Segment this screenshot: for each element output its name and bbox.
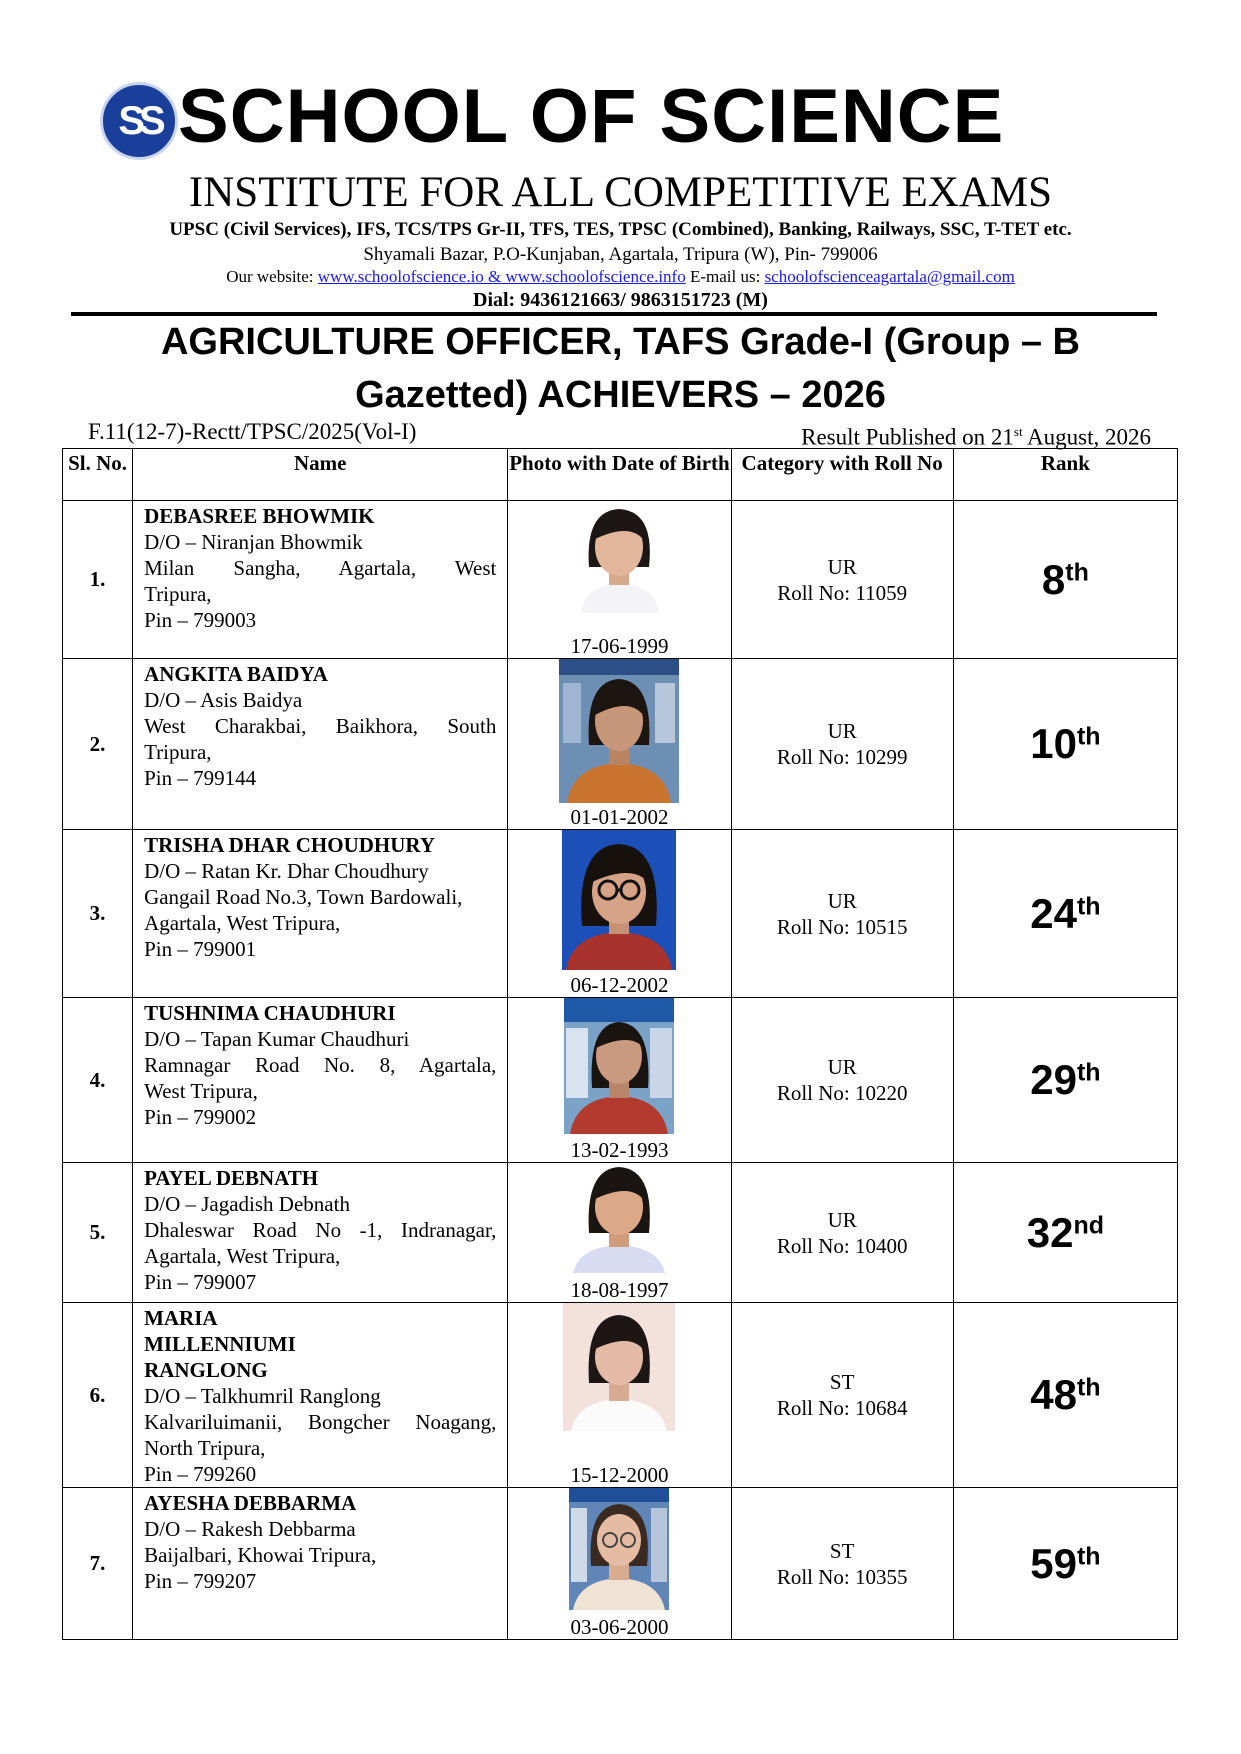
roll-number: Roll No: 10515: [776, 914, 908, 939]
date-of-birth: 06-12-2002: [570, 973, 669, 997]
category-cell: [731, 1488, 953, 1640]
candidate-photo: [563, 1303, 675, 1431]
website-link[interactable]: www.schoolofscience.io & www.schoolofscience.info: [317, 267, 686, 286]
candidate-name: MARIA MILLENNIUMI RANGLONG: [144, 1306, 296, 1382]
photo-cell: [508, 1303, 731, 1488]
address-line: Milan Sangha, Agartala, West: [144, 556, 497, 580]
rank-cell: [953, 998, 1177, 1163]
rank-value: 8: [1041, 555, 1066, 603]
exams-list: UPSC (Civil Services), IFS, TCS/TPS Gr-II, TFS, TES, TPSC (Combined), Banking, Railways, SSC, T-TET etc.: [169, 219, 1072, 240]
category-cell: [731, 501, 953, 659]
candidate-details: [133, 830, 508, 998]
date-of-birth: 01-01-2002: [570, 805, 669, 829]
roll-number: Roll No: 10400: [776, 1233, 908, 1258]
serial-number: 6.: [63, 1303, 133, 1488]
logo-text: SS: [118, 99, 160, 143]
rank-suffix: th: [1076, 1373, 1101, 1402]
candidate-details: [133, 998, 508, 1163]
school-logo: [100, 82, 178, 160]
category: UR: [827, 1055, 857, 1079]
photo-cell: [508, 998, 731, 1163]
institute-address: Shyamali Bazar, P.O-Kunjaban, Agartala, Tripura (W), Pin- 799006: [363, 244, 878, 265]
address-line: Dhaleswar Road No -1, Indranagar,: [144, 1218, 497, 1242]
parent-name: D/O – Talkhumril Ranglong: [144, 1384, 381, 1408]
parent-name: D/O – Rakesh Debbarma: [144, 1517, 356, 1541]
school-name: SCHOOL OF SCIENCE: [178, 74, 1005, 159]
rank-cell: [953, 659, 1177, 830]
date-of-birth: 18-08-1997: [570, 1278, 669, 1302]
pin-code: Pin – 799144: [144, 766, 257, 790]
table-row: [63, 1303, 1178, 1488]
parent-name: D/O – Tapan Kumar Chaudhuri: [144, 1027, 410, 1051]
rank-cell: [953, 1163, 1177, 1303]
candidate-photo: [563, 501, 675, 613]
rank-suffix: th: [1076, 1541, 1101, 1570]
serial-number: 4.: [63, 998, 133, 1163]
rank-value: 48: [1030, 1371, 1077, 1418]
header-photo: Photo with Date of Birth: [508, 449, 731, 501]
rank-suffix: th: [1065, 557, 1089, 586]
rank-cell: [953, 1303, 1177, 1488]
rank-cell: [953, 501, 1177, 659]
address-line: West Tripura,: [144, 1079, 258, 1103]
roll-number: Roll No: 10299: [776, 745, 908, 769]
parent-name: D/O – Jagadish Debnath: [144, 1192, 350, 1216]
candidate-name: TRISHA DHAR CHOUDHURY: [144, 833, 436, 857]
table-row: [63, 998, 1178, 1163]
candidate-details: [133, 1303, 508, 1488]
title-line-1: AGRICULTURE OFFICER, TAFS Grade-I (Group – B: [160, 321, 1081, 363]
date-of-birth: 17-06-1999: [570, 634, 669, 658]
address-line: Kalvariluimanii, Bongcher Noagang,: [144, 1410, 497, 1434]
candidate-name: PAYEL DEBNATH: [144, 1166, 319, 1190]
address-line: North Tripura,: [144, 1436, 266, 1460]
pin-code: Pin – 799003: [144, 608, 257, 632]
category-cell: [731, 1303, 953, 1488]
institute-header: [100, 72, 1100, 162]
category: ST: [829, 1538, 855, 1563]
serial-number: 2.: [63, 659, 133, 830]
website-label: Our website:: [226, 267, 314, 286]
candidate-details: [133, 1488, 508, 1640]
address-line: Ramnagar Road No. 8, Agartala,: [144, 1053, 497, 1077]
photo-cell: [508, 1163, 731, 1303]
roll-number: Roll No: 10684: [776, 1396, 908, 1420]
reference-number: F.11(12-7)-Rectt/TPSC/2025(Vol-I): [88, 419, 417, 444]
table-row: [63, 1488, 1178, 1640]
header-rank: Rank: [953, 449, 1177, 501]
email-link[interactable]: schoolofscienceagartala@gmail.com: [764, 267, 1015, 286]
date-of-birth: 15-12-2000: [570, 1463, 669, 1487]
candidate-photo: [565, 1163, 673, 1273]
pin-code: Pin – 799002: [144, 1105, 257, 1129]
rank-value: 32: [1026, 1208, 1074, 1256]
header-name: Name: [133, 449, 508, 501]
category: ST: [829, 1370, 855, 1394]
address-line: Agartala, West Tripura,: [144, 1244, 341, 1268]
tagline: INSTITUTE FOR ALL COMPETITIVE EXAMS: [188, 169, 1053, 216]
category-cell: [731, 998, 953, 1163]
table-row: [63, 1163, 1178, 1303]
table-header-row: [63, 449, 1178, 501]
header-sl: Sl. No.: [63, 449, 133, 501]
email-label: E-mail us:: [689, 267, 761, 286]
page-title: [60, 316, 1181, 422]
address-line: Tripura,: [144, 582, 212, 606]
category: UR: [827, 554, 857, 579]
roll-number: Roll No: 10220: [776, 1081, 908, 1105]
category-cell: [731, 1163, 953, 1303]
serial-number: 5.: [63, 1163, 133, 1303]
category-cell: [731, 830, 953, 998]
address-line: Gangail Road No.3, Town Bardowali,: [144, 885, 463, 909]
candidate-details: [133, 501, 508, 659]
contact-line: [0, 266, 1241, 288]
address-line: Baijalbari, Khowai Tripura,: [144, 1543, 377, 1567]
candidate-name: AYESHA DEBBARMA: [144, 1491, 357, 1515]
rank-value: 29: [1030, 1056, 1077, 1103]
published-sup: st: [1013, 424, 1023, 439]
rank-value: 10: [1030, 720, 1077, 767]
published-prefix: Result Published on 21: [801, 424, 1014, 450]
candidate-photo: [559, 659, 679, 803]
rank-suffix: th: [1076, 891, 1101, 920]
serial-number: 3.: [63, 830, 133, 998]
category: UR: [827, 719, 857, 743]
photo-cell: [508, 659, 731, 830]
rank-suffix: th: [1076, 722, 1101, 751]
photo-cell: [508, 830, 731, 998]
candidate-details: [133, 659, 508, 830]
pin-code: Pin – 799007: [144, 1270, 257, 1294]
parent-name: D/O – Ratan Kr. Dhar Choudhury: [144, 859, 429, 883]
dial-numbers: Dial: 9436121663/ 9863151723 (M): [473, 289, 768, 311]
table-row: [63, 501, 1178, 659]
address-line: West Charakbai, Baikhora, South: [144, 714, 497, 738]
rank-suffix: nd: [1073, 1210, 1105, 1239]
header-category: Category with Roll No: [731, 449, 953, 501]
rank-value: 24: [1030, 889, 1077, 937]
candidate-name: DEBASREE BHOWMIK: [144, 504, 375, 528]
rank-cell: [953, 830, 1177, 998]
address-line: Tripura,: [144, 740, 212, 764]
candidate-photo: [569, 1488, 669, 1610]
pin-code: Pin – 799260: [144, 1462, 257, 1486]
title-line-2: Gazetted) ACHIEVERS – 2026: [355, 374, 886, 416]
rank-suffix: th: [1076, 1058, 1101, 1087]
candidate-photo: [564, 998, 674, 1134]
serial-number: 7.: [63, 1488, 133, 1640]
table-row: [63, 830, 1178, 998]
table-row: [63, 659, 1178, 830]
candidate-name: TUSHNIMA CHAUDHURI: [144, 1001, 396, 1025]
category: UR: [827, 888, 857, 913]
pin-code: Pin – 799207: [144, 1569, 257, 1593]
candidate-details: [133, 1163, 508, 1303]
category: UR: [827, 1207, 857, 1232]
date-of-birth: 13-02-1993: [570, 1138, 669, 1162]
candidate-name: ANGKITA BAIDYA: [144, 662, 328, 686]
achievers-table: [62, 448, 1178, 1640]
rank-cell: [953, 1488, 1177, 1640]
address-line: Agartala, West Tripura,: [144, 911, 341, 935]
roll-number: Roll No: 10355: [776, 1564, 908, 1589]
photo-cell: [508, 1488, 731, 1640]
pin-code: Pin – 799001: [144, 937, 257, 961]
date-of-birth: 03-06-2000: [570, 1615, 669, 1639]
serial-number: 1.: [63, 501, 133, 659]
roll-number: Roll No: 11059: [777, 580, 908, 605]
parent-name: D/O – Asis Baidya: [144, 688, 303, 712]
rank-value: 59: [1030, 1539, 1077, 1587]
parent-name: D/O – Niranjan Bhowmik: [144, 530, 363, 554]
photo-cell: [508, 501, 731, 659]
category-cell: [731, 659, 953, 830]
published-suffix: August, 2026: [1022, 424, 1151, 450]
candidate-photo: [562, 830, 676, 970]
